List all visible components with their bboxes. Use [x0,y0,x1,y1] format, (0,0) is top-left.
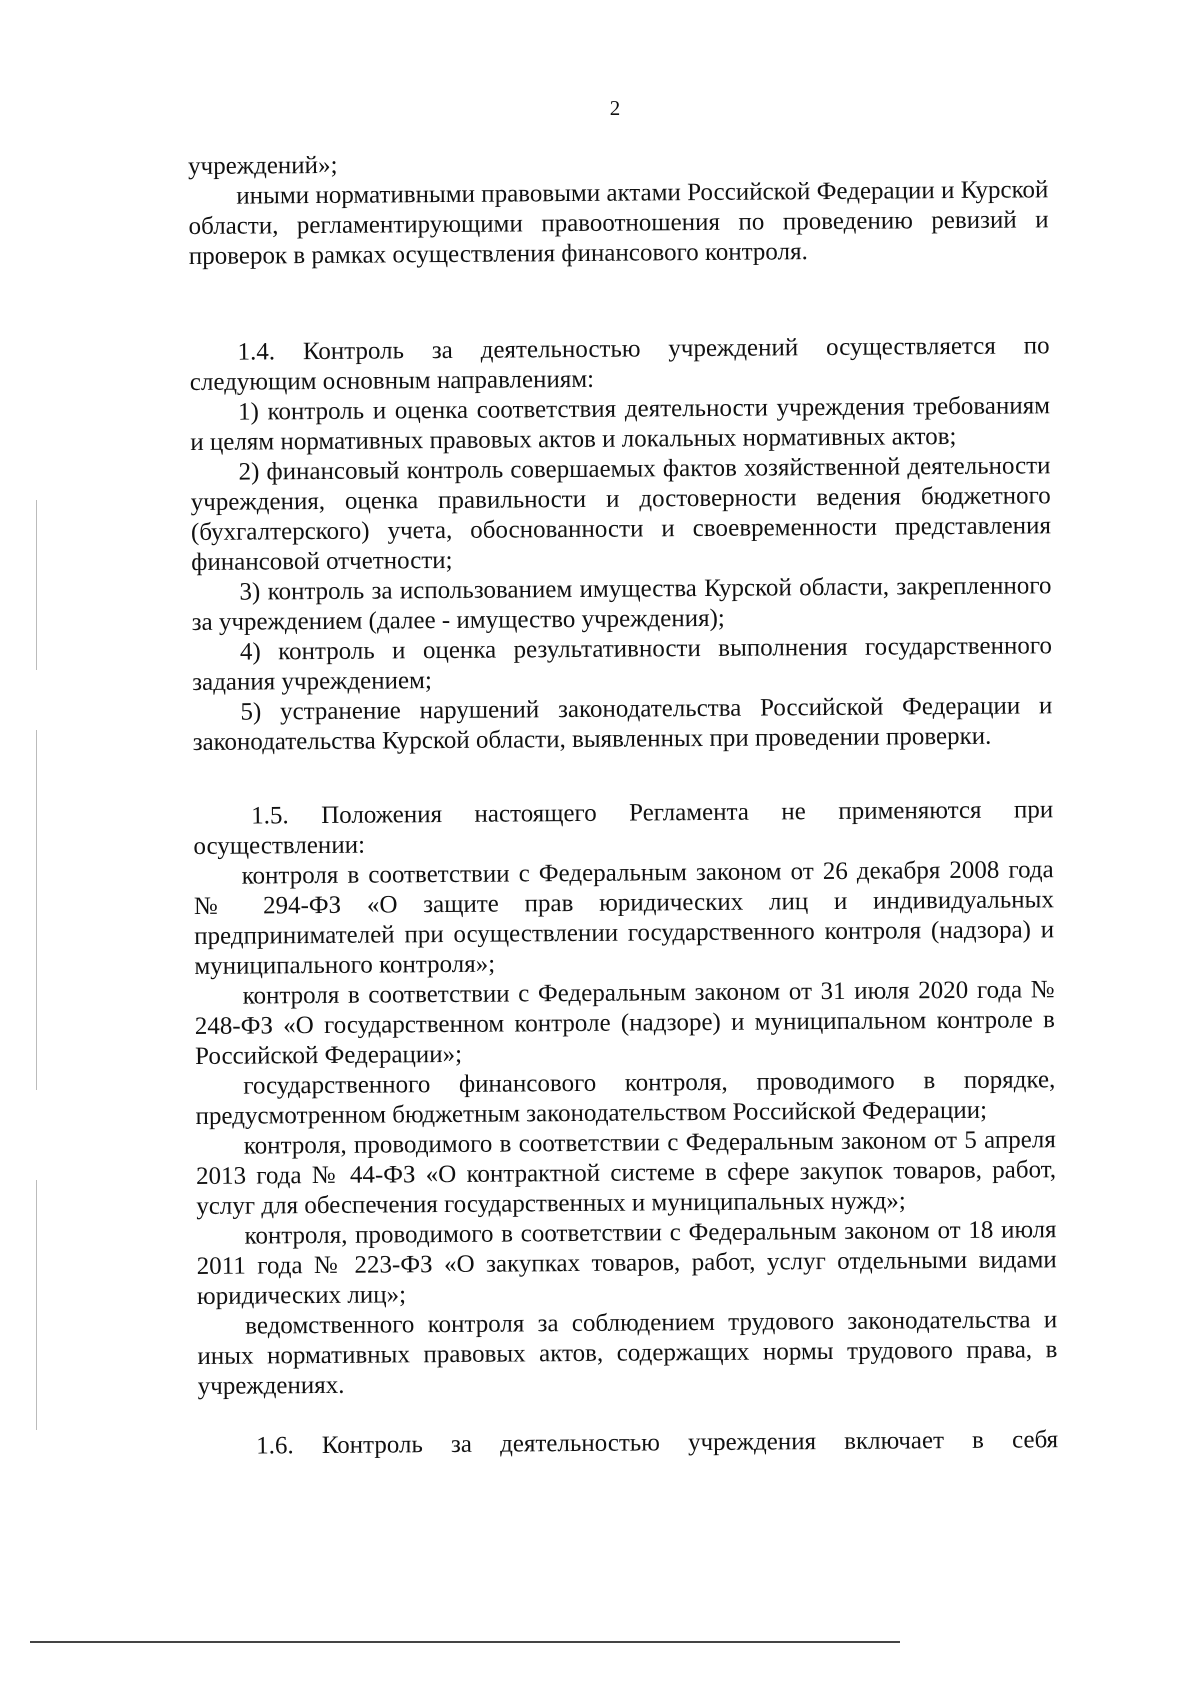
exclusion-item-44-fz: контроля, проводимого в соответствии с Федеральным законом от 5 апреля 2013 года № 44-ФЗ «О контрактной системе в сфере закупок товаров, работ, услуг для обеспечения государственных и муниципальных нужд»; [195,1126,1057,1220]
exclusion-item-budget-control: государственного финансового контроля, проводимого в порядке, предусмотренном бюджетным законодательством Российской Федерации; [195,1066,1056,1130]
list-item-5: 5) устранение нарушений законодательства Российской Федерации и законодательства Курской области, выявленных при проведении проверки. [192,692,1053,756]
exclusion-item-294-fz: контроля в соответствии с Федеральным законом от 26 декабря 2008 года № 294-ФЗ «О защите прав юридических лиц и индивидуальных предпринимателей при осуществлении государственного контроля (надзора) и муниципального контроля»; [193,856,1055,980]
paragraph-other-acts: иными нормативными правовыми актами Российской Федерации и Курской области, регламентирующими правоотношения по проведению ревизий и проверок в рамках осуществления финансового контроля. [188,176,1049,270]
document-body [188,145,1058,1462]
paragraph-section-1-6: 1.6. Контроль за деятельностью учреждения включает в себя [256,1426,1059,1460]
list-item-4: 4) контроль и оценка результативности выполнения государственного задания учреждением; [192,632,1053,696]
paragraph-continuation: учреждений»; [188,151,338,180]
exclusion-item-labor-control: ведомственного контроля за соблюдением трудового законодательства и иных нормативных правовых актов, содержащих нормы трудового права, в учреждениях. [197,1306,1058,1400]
scan-artifact-left-upper [36,500,37,670]
exclusion-item-223-fz: контроля, проводимого в соответствии с Федеральным законом от 18 июля 2011 года № 223-ФЗ «О закупках товаров, работ, услуг отдельными видами юридических лиц»; [196,1216,1057,1310]
list-item-3: 3) контроль за использованием имущества Курской области, закрепленного за учреждением (далее - имущество учреждения); [191,572,1052,636]
paragraph-section-1-4: 1.4. Контроль за деятельностью учреждений осуществляется по следующим основным направлениям: [189,332,1050,396]
bottom-rule [30,1641,900,1643]
list-item-1: 1) контроль и оценка соответствия деятельности учреждения требованиям и целям нормативных правовых актов и локальных нормативных актов; [190,392,1051,456]
exclusion-item-248-fz: контроля в соответствии с Федеральным законом от 31 июля 2020 года № 248-ФЗ «О государственном контроле (надзоре) и муниципальном контроле в Российской Федерации»; [194,976,1055,1070]
scan-artifact-left-lower [36,1180,37,1430]
list-item-2: 2) финансовый контроль совершаемых фактов хозяйственной деятельности учреждения, оценка правильности и достоверности ведения бюджетного (бухгалтерского) учета, обоснованности и своевременности представления финансовой отчетности; [190,452,1052,576]
scan-artifact-left-middle [36,730,37,1090]
paragraph-section-1-5: 1.5. Положения настоящего Регламента не применяются при осуществлении: [193,796,1054,860]
page-number: 2 [609,96,621,120]
